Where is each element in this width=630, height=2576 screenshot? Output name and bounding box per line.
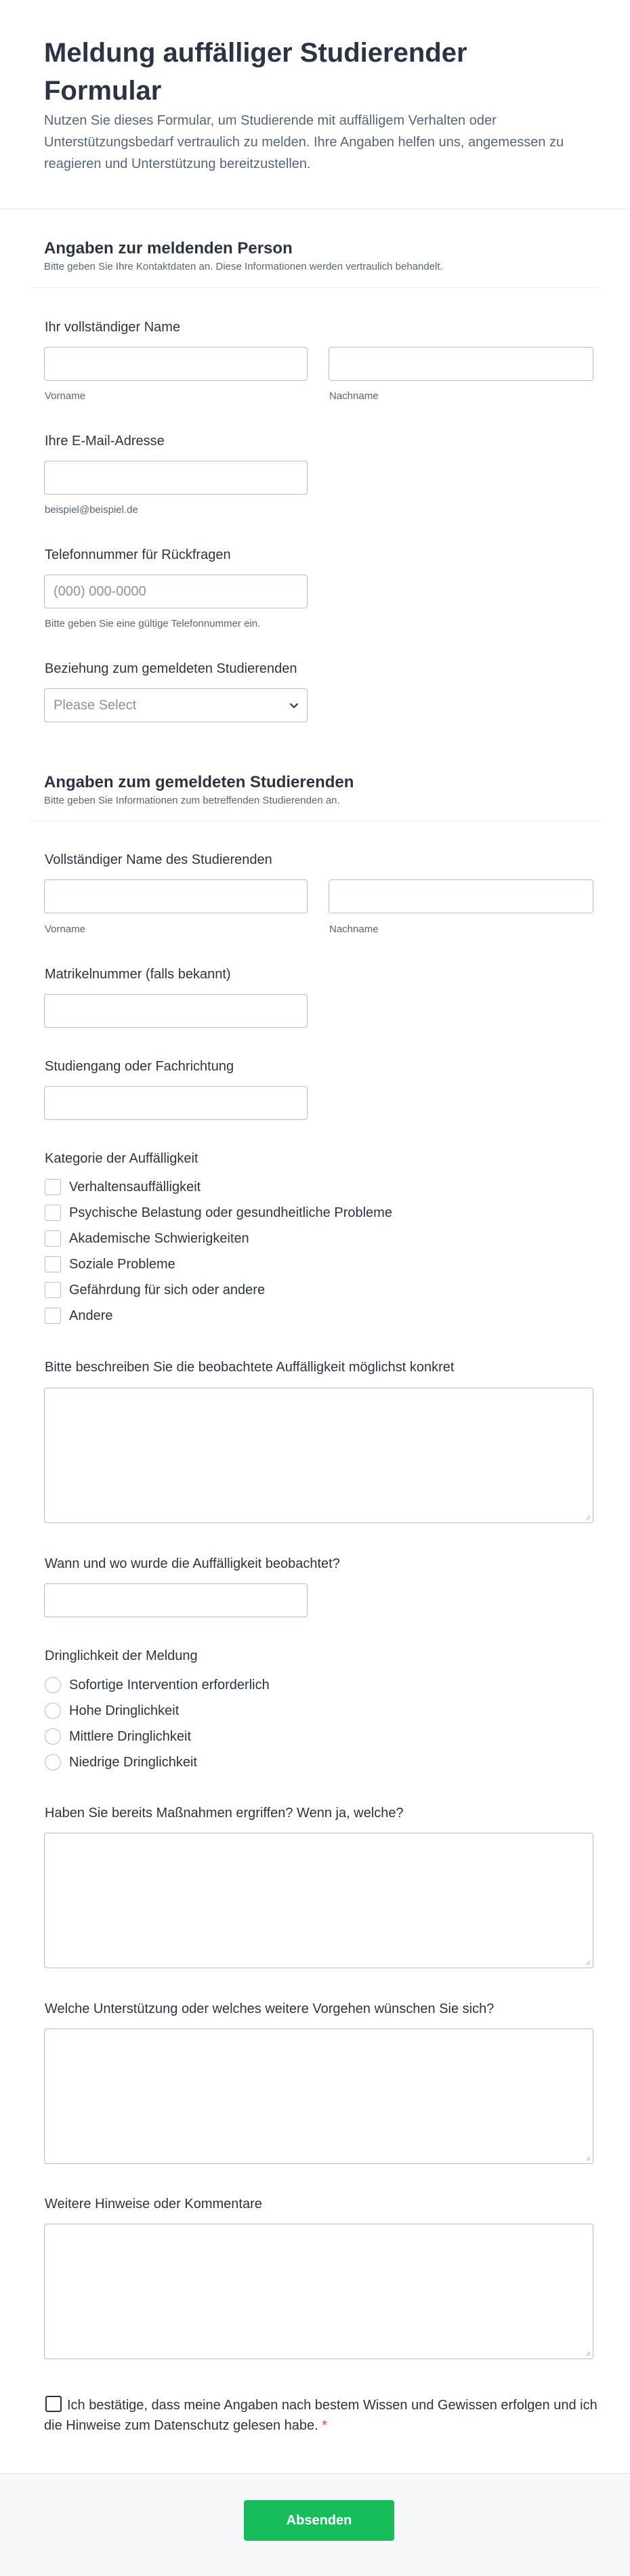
urgency-option-label: Sofortige Intervention erforderlich	[69, 1677, 270, 1692]
checkbox[interactable]	[45, 1230, 61, 1247]
radio[interactable]	[45, 1677, 61, 1693]
urgency-option[interactable]	[45, 1676, 270, 1694]
when-label: Wann und wo wurde die Auffälligkeit beobachtet?	[45, 1556, 340, 1571]
student-first-name-sublabel: Vorname	[45, 923, 86, 935]
radio[interactable]	[45, 1728, 61, 1745]
resize-handle-icon[interactable]	[584, 2155, 591, 2161]
chevron-down-icon	[289, 701, 299, 710]
checkbox[interactable]	[45, 1256, 61, 1272]
relation-select-value: Please Select	[54, 698, 137, 713]
reporter-phone-input[interactable]	[44, 575, 308, 608]
resize-handle-icon[interactable]	[584, 1959, 591, 1966]
student-last-name-sublabel: Nachname	[329, 923, 379, 935]
student-name-label: Vollständiger Name des Studierenden	[45, 852, 272, 867]
student-first-name-input[interactable]	[44, 879, 308, 913]
urgency-option-label: Hohe Dringlichkeit	[69, 1703, 180, 1718]
category-option[interactable]	[45, 1204, 392, 1222]
reporter-first-name-input[interactable]	[44, 347, 308, 381]
checkbox[interactable]	[45, 1179, 61, 1195]
radio[interactable]	[45, 1754, 61, 1770]
matrikel-input[interactable]	[44, 994, 308, 1028]
matrikel-label: Matrikelnummer (falls bekannt)	[45, 967, 231, 982]
form-subtitle: Nutzen Sie dieses Formular, um Studierende mit auffälligem Verhalten oder Unterstützungsbedarf vertraulich zu melden. Ihre Angaben helfen uns, angemessen zu reagieren und Unterstützung bereitzustellen.	[44, 113, 564, 171]
when-input[interactable]	[44, 1583, 308, 1617]
consent-checkbox[interactable]	[45, 2396, 62, 2412]
category-option-label: Gefährdung für sich oder andere	[69, 1282, 266, 1297]
student-last-name-input[interactable]	[329, 879, 593, 913]
category-option[interactable]	[45, 1230, 249, 1247]
program-input[interactable]	[44, 1086, 308, 1120]
urgency-option[interactable]	[45, 1753, 197, 1771]
support-textarea[interactable]	[44, 2029, 593, 2164]
section-divider	[30, 821, 600, 822]
reporter-last-name-input[interactable]	[329, 347, 593, 381]
reporter-email-sublabel: beispiel@beispiel.de	[45, 504, 138, 516]
support-label: Welche Unterstützung oder welches weitere Vorgehen wünschen Sie sich?	[45, 2001, 495, 2016]
category-option[interactable]	[45, 1255, 175, 1273]
describe-textarea[interactable]	[44, 1388, 593, 1523]
checkbox[interactable]	[45, 1205, 61, 1221]
consent-text: Ich bestätige, dass meine Angaben nach bestem Wissen und Gewissen erfolgen und ich die Hinweise zum Datenschutz gelesen habe.	[44, 2398, 597, 2433]
reporter-email-label: Ihre E-Mail-Adresse	[45, 434, 165, 449]
required-mark: *	[322, 2418, 328, 2433]
submit-button[interactable]: Absenden	[244, 2500, 394, 2541]
urgency-option[interactable]	[45, 1728, 191, 1745]
section-title-student: Angaben zum gemeldeten Studierenden	[44, 773, 354, 791]
urgency-label: Dringlichkeit der Meldung	[45, 1648, 198, 1663]
program-label: Studiengang oder Fachrichtung	[45, 1059, 234, 1074]
reporter-phone-label: Telefonnummer für Rückfragen	[45, 547, 231, 562]
category-option-label: Andere	[69, 1308, 113, 1323]
category-option[interactable]	[45, 1281, 265, 1299]
form-title: Meldung auffälliger Studierender Formular	[44, 38, 467, 106]
reporter-name-label: Ihr vollständiger Name	[45, 320, 181, 335]
resize-handle-icon[interactable]	[584, 1514, 591, 1520]
describe-label: Bitte beschreiben Sie die beobachtete Auffälligkeit möglichst konkret	[45, 1360, 455, 1375]
section-sub-reporter: Bitte geben Sie Ihre Kontaktdaten an. Diese Informationen werden vertraulich behandelt.	[44, 261, 443, 272]
reporter-email-input[interactable]	[44, 461, 308, 495]
relation-select[interactable]	[44, 688, 308, 722]
comments-label: Weitere Hinweise oder Kommentare	[45, 2197, 262, 2211]
category-option-label: Psychische Belastung oder gesundheitliche Probleme	[69, 1205, 392, 1220]
urgency-option[interactable]	[45, 1702, 179, 1720]
urgency-option-label: Mittlere Dringlichkeit	[69, 1728, 192, 1744]
category-option-label: Akademische Schwierigkeiten	[69, 1230, 249, 1246]
section-divider	[30, 287, 600, 288]
reporter-phone-sublabel: Bitte geben Sie eine gültige Telefonnummer ein.	[45, 618, 261, 629]
category-option[interactable]	[45, 1178, 201, 1196]
reporter-first-name-sublabel: Vorname	[45, 390, 86, 402]
category-option[interactable]	[45, 1307, 113, 1325]
relation-label: Beziehung zum gemeldeten Studierenden	[45, 661, 297, 676]
section-sub-student: Bitte geben Sie Informationen zum betreffenden Studierenden an.	[44, 795, 340, 806]
checkbox[interactable]	[45, 1282, 61, 1298]
radio[interactable]	[45, 1703, 61, 1719]
resize-handle-icon[interactable]	[584, 2350, 591, 2356]
checkbox[interactable]	[45, 1308, 61, 1324]
urgency-option-label: Niedrige Dringlichkeit	[69, 1754, 197, 1770]
section-title-reporter: Angaben zur meldenden Person	[44, 239, 293, 257]
category-option-label: Verhaltensauffälligkeit	[69, 1179, 201, 1194]
measures-textarea[interactable]	[44, 1833, 593, 1968]
comments-textarea[interactable]	[44, 2224, 593, 2359]
reporter-last-name-sublabel: Nachname	[329, 390, 379, 402]
phone-placeholder: (000) 000-0000	[54, 584, 146, 599]
measures-label: Haben Sie bereits Maßnahmen ergriffen? Wenn ja, welche?	[45, 1806, 404, 1821]
category-option-label: Soziale Probleme	[69, 1256, 175, 1272]
category-label: Kategorie der Auffälligkeit	[45, 1151, 198, 1166]
consent-field	[44, 2395, 600, 2436]
